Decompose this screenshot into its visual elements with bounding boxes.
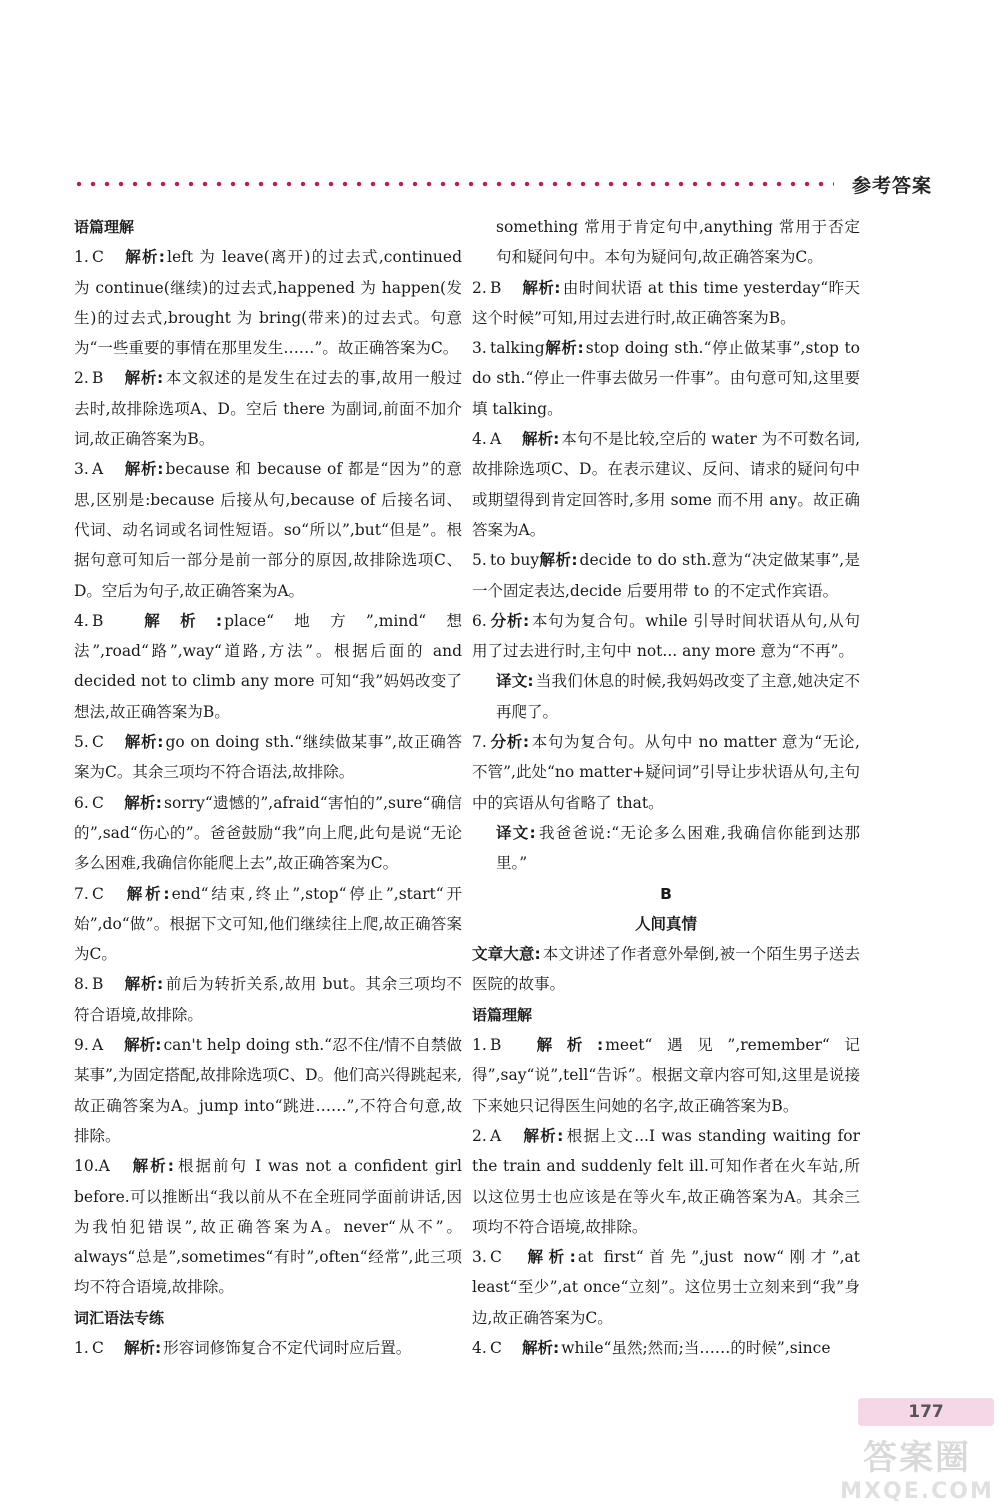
watermark-logo [842,1428,992,1506]
answer-item: 7. C 解析: end“结束,终止”,stop“停止”,start“开始”,do“做”。根据下文可知,他们继续往上爬,故正确答案为C。 [74,884,463,964]
analysis-item: 6. 分析: 本句为复合句。while 引导时间状语从句,从句用了过去进行时,主句中 not... any more 意为“不再”。 [472,611,860,661]
section-heading: 语篇理解 [472,1005,533,1024]
answer-item: 1. C 解析: left 为 leave(离开)的过去式,continued 为 continue(继续)的过去式,happened 为 happen(发生)的过去式,brought 为 bring(带来)的过去式。句意为“一些重要的事情在那里发生……”。故正确答案为C。 [74,248,463,358]
translation-item: 译文: 当我们休息的时候,我妈妈改变了主意,她决定不再爬了。 [496,672,861,721]
summary-item: 文章大意: 本文讲述了作者意外晕倒,被一个陌生男子送去医院的故事。 [472,945,860,994]
answer-item: 3. talking解析: stop doing sth.“停止做某事”,stop to do sth.“停止一件事去做另一件事”。由句意可知,这里要填 talking。 [472,339,861,418]
answer-item: 9. A 解析: can't help doing sth.“忍不住/情不自禁做某事”,为固定搭配,故排除选项C、D。他们高兴得跳起来,故正确答案为A。jump into“跳进……”,不符合句意,故排除。 [74,1036,462,1145]
answer-item: 4. C 解析: while“虽然;然而;当……的时候”,since [472,1338,831,1357]
section-heading: 词汇语法专练 [74,1308,165,1327]
part-title: 人间真情 [634,914,697,933]
answer-item: 4. A 解析: 本句不是比较,空后的 water 为不可数名词,故排除选项C、D。在表示建议、反问、请求的疑问句中或期望得到肯定回答时,多用 some 而不用 any。故正确答案为A。 [472,430,860,539]
answer-item: 3. A 解析: because 和 because of 都是“因为”的意思,区别是:because 后接从句,because of 后接名词、代词、动名词或名词性短语。so“所以”,but“但是”。根据句意可知后一部分是前一部分的原因,故排除选项C、D。空后为句子,故正确答案为A。 [74,460,462,600]
dotted-rule [72,181,834,187]
answer-item: 2. B 解析: 由时间状语 at this time yesterday“昨天这个时候”可知,用过去进行时,故正确答案为B。 [472,278,860,327]
answer-item: 5. C 解析: go on doing sth.“继续做某事”,故正确答案为C。其余三项均不符合语法,故排除。 [74,733,462,782]
right-column [472,212,860,1363]
answer-item: 8. B 解析: 前后为转折关系,故用 but。其余三项均不符合语境,故排除。 [74,975,462,1024]
part-letter: B [660,884,672,903]
answer-item: 1. B 解析: meet“遇见”,remember“记得”,say“说”,tell“告诉”。根据文章内容可知,这里是说接下来她只记得医生问她的名字,故正确答案为B。 [472,1036,860,1115]
answer-item: 1. C 解析: 形容词修饰复合不定代词时应后置。 [74,1338,412,1357]
page-header [72,170,932,198]
section-heading: 语篇理解 [74,218,135,236]
left-column [74,212,462,1363]
header-title: 参考答案 [851,174,932,197]
watermark-text: 答案圈 [863,1438,971,1478]
answer-item: 2. B 解析: 本文叙述的是发生在过去的事,故用一般过去时,故排除选项A、D。空后 there 为副词,前面不加介词,故正确答案为B。 [74,369,462,449]
watermark-url: MXQE.COM [840,1479,994,1504]
answer-item: 3. C 解析: at first“首先”,just now“刚才”,at least“至少”,at once“立刻”。这位男士立刻来到“我”身边,故正确答案为C。 [472,1248,860,1327]
answer-continuation: something 常用于肯定句中,anything 常用于否定句和疑问句中。本句为疑问句,故正确答案为C。 [496,218,860,267]
analysis-item: 7. 分析: 本句为复合句。从句中 no matter 意为“无论,不管”,此处“no matter+疑问词”引导让步状语从句,主句中的宾语从句省略了 that。 [472,733,860,812]
answer-item: 5. to buy解析: decide to do sth.意为“决定做某事”,是一个固定表达,decide 后要用带 to 的不定式作宾语。 [472,551,860,600]
answer-item: 4. B 解析: place“地方”,mind“想法”,road“路”,way“道路,方法”。根据后面的 and decided not to climb any more 可知“我”妈妈改变了想法,故正确答案为B。 [74,611,463,721]
answer-item: 10.A 解析: 根据前句 I was not a confident girl before.可以推断出“我以前从不在全班同学面前讲话,因为我怕犯错误”,故正确答案为A。never“从不”。always“总是”,sometimes“有时”,often“经常”,此三项均不符合语境,故排除。 [74,1157,462,1297]
translation-item: 译文: 我爸爸说:“无论多么困难,我确信你能到达那里。” [496,823,860,873]
answer-item: 6. C 解析: sorry“遗憾的”,afraid“害怕的”,sure“确信的”,sad“伤心的”。爸爸鼓励“我”向上爬,此句是说“无论多么困难,我确信你能爬上去”,故正确答案为C。 [74,793,462,873]
answer-item: 2. A 解析: 根据上文...I was standing waiting for the train and suddenly felt ill.可知作者在火车站,所以这位男士也应该是在等火车,故正确答案为A。其余三项均不符合语境,故排除。 [472,1126,860,1236]
page-number: 177 [858,1398,994,1426]
